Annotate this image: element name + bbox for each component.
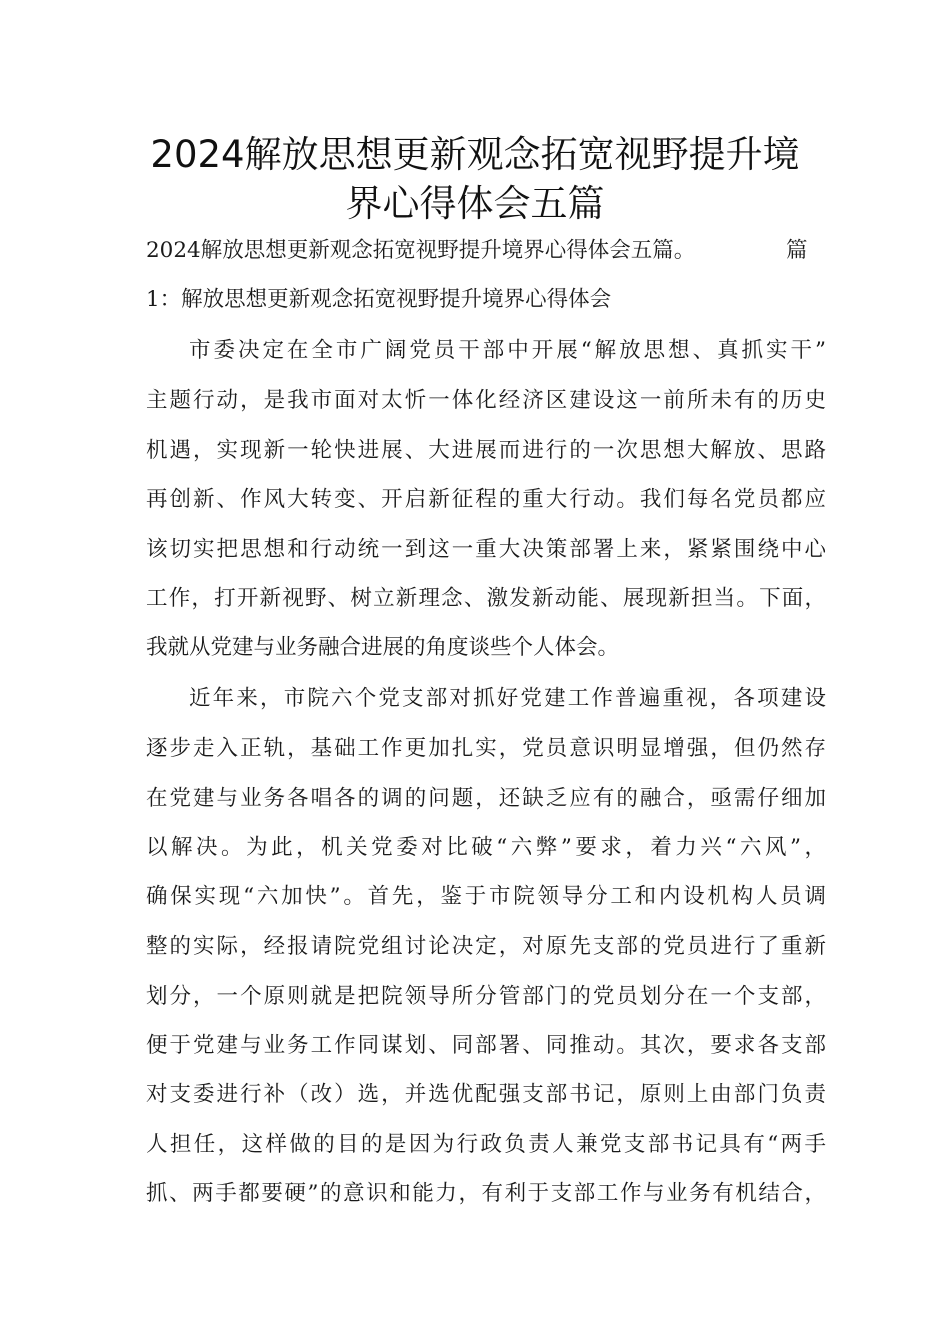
paragraph-2-line: 对支委进行补（改）选，并选优配强支部书记，原则上由部门负责 — [146, 1082, 826, 1107]
paragraph-2-line: 抓、两手都要硬”的意识和能力，有利于支部工作与业务有机结合， — [146, 1181, 826, 1206]
paragraph-1-line: 主题行动，是我市面对太忻一体化经济区建设这一前所未有的历史 — [146, 388, 826, 413]
document-title-line-1: 2024解放思想更新观念拓宽视野提升境 — [150, 133, 800, 176]
paragraph-2-line: 以解决。为此，机关党委对比破“六弊”要求，着力兴“六风”， — [146, 835, 826, 860]
document-title-line-2: 界心得体会五篇 — [345, 182, 605, 225]
paragraph-2-line: 逐步走入正轨，基础工作更加扎实，党员意识明显增强，但仍然存 — [146, 736, 826, 761]
paragraph-1-line: 再创新、作风大转变、开启新征程的重大行动。我们每名党员都应 — [146, 487, 826, 512]
paragraph-2-line: 确保实现“六加快”。首先，鉴于市院领导分工和内设机构人员调 — [146, 884, 826, 909]
paragraph-1-line: 市委决定在全市广阔党员干部中开展“解放思想、真抓实干” — [189, 338, 826, 363]
intro-pian: 篇 — [786, 238, 808, 263]
paragraph-1-line: 该切实把思想和行动统一到这一重大决策部署上来，紧紧围绕中心 — [146, 537, 826, 562]
paragraph-2-line: 人担任，这样做的目的是因为行政负责人兼党支部书记具有“两手 — [146, 1132, 826, 1157]
intro-line-2: 1：解放思想更新观念拓宽视野提升境界心得体会 — [146, 287, 612, 312]
paragraph-2-line: 便于党建与业务工作同谋划、同部署、同推动。其次，要求各支部 — [146, 1033, 826, 1058]
intro-line-1: 2024解放思想更新观念拓宽视野提升境界心得体会五篇。 — [146, 238, 696, 263]
paragraph-1-line: 机遇，实现新一轮快进展、大进展而进行的一次思想大解放、思路 — [146, 438, 826, 463]
paragraph-1-line: 工作，打开新视野、树立新理念、激发新动能、展现新担当。下面， — [146, 586, 826, 611]
paragraph-1-line: 我就从党建与业务融合进展的角度谈些个人体会。 — [146, 635, 620, 660]
paragraph-2-line: 近年来，市院六个党支部对抓好党建工作普遍重视，各项建设 — [189, 686, 826, 711]
paragraph-2-line: 划分，一个原则就是把院领导所分管部门的党员划分在一个支部， — [146, 984, 826, 1009]
paragraph-2-line: 整的实际，经报请院党组讨论决定，对原先支部的党员进行了重新 — [146, 934, 826, 959]
paragraph-2-line: 在党建与业务各唱各的调的问题，还缺乏应有的融合，亟需仔细加 — [146, 786, 826, 811]
